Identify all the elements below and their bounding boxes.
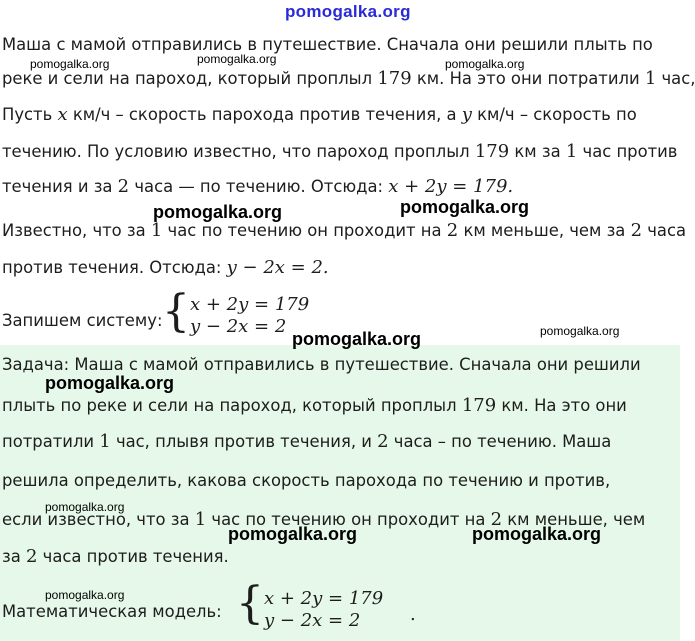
watermark: pomogalka.org (400, 197, 530, 217)
site-watermark-top[interactable]: pomogalka.org (285, 2, 411, 21)
task-line-4: решила определить, какова скорость парохода по течению и против, (2, 471, 611, 490)
model-period: . (410, 604, 416, 625)
watermark: pomogalka.org (197, 52, 277, 66)
solution-line-2: реке и сели на пароход, который проплыл 179 км. На это они потратили 1 час, (2, 68, 695, 89)
watermark: pomogalka.org (45, 500, 125, 514)
solution-line-4: течению. По условию известно, что пароход проплыл 179 км за 1 час против (2, 141, 678, 162)
task-line-2: плыть по реке и сели на пароход, который проплыл 179 км. На это они (2, 395, 627, 416)
watermark: pomogalka.org (153, 202, 283, 222)
watermark: pomogalka.org (292, 329, 422, 349)
task-line-6: за 2 часа против течения. (2, 546, 229, 567)
watermark: pomogalka.org (472, 524, 602, 544)
watermark: pomogalka.org (45, 373, 175, 393)
watermark: pomogalka.org (30, 57, 110, 71)
solution-line-1: Маша с мамой отправились в путешествие. Сначала они решили плыть по (2, 35, 653, 54)
system-brace: { (162, 286, 190, 337)
model-label: Математическая модель: (2, 602, 222, 621)
model-equations: x + 2y = 179 y − 2x = 2 (264, 588, 384, 631)
solution-line-5: течения и за 2 часа — по течению. Отсюда: x + 2y = 179. (2, 176, 514, 197)
solution-line-7: против течения. Отсюда: y − 2x = 2. (2, 257, 329, 278)
task-line-3: потратили 1 час, плывя против течения, и 2 часа – по течению. Маша (2, 431, 612, 452)
watermark: pomogalka.org (228, 524, 358, 544)
solution-line-6: Известно, что за 1 час по течению он проходит на 2 км меньше, чем за 2 часа (2, 220, 687, 241)
watermark: pomogalka.org (540, 324, 620, 338)
watermark: pomogalka.org (445, 57, 525, 71)
system-equations: x + 2y = 179 y − 2x = 2 (190, 294, 310, 337)
watermark: pomogalka.org (45, 588, 125, 602)
task-line-5: если известно, что за 1 час по течению он проходит на 2 км меньше, чем (2, 509, 646, 530)
solution-line-3: Пусть x км/ч – скорость парохода против течения, а y км/ч – скорость по (2, 104, 637, 125)
solution-line-8: Запишем систему: (2, 311, 163, 330)
model-brace: { (236, 578, 264, 629)
task-line-1: Задача: Маша с мамой отправились в путешествие. Сначала они решили (2, 355, 641, 374)
